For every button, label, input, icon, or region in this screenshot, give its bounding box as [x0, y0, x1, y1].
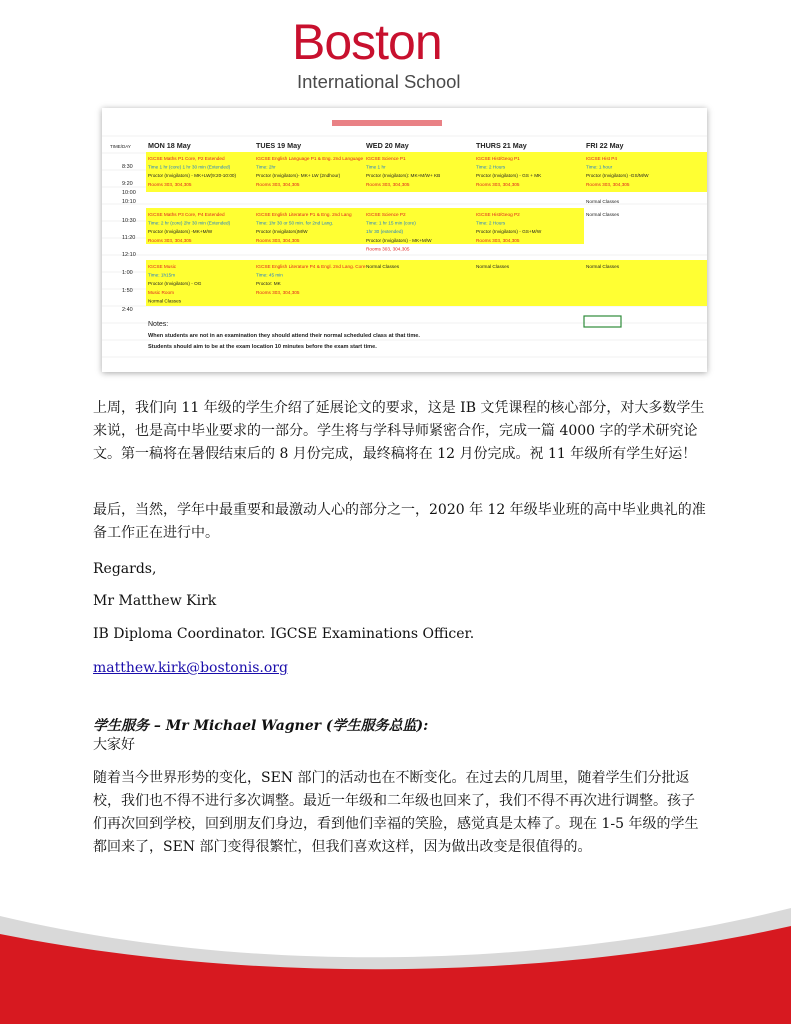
schedule-cell-line: IGCSE Hist P4 — [586, 156, 617, 161]
schedule-header-logo-fragment — [332, 120, 442, 126]
note-line: When students are not in an examination they should attend their normal scheduled class at that time. — [148, 333, 420, 339]
schedule-cell-line: Rooms 303, 304,305 — [366, 181, 410, 187]
schedule-cell-line: Rooms 303, 304,305 — [256, 237, 300, 243]
time-label: 1:00 — [122, 270, 133, 276]
paragraph-graduation: 最后，当然，学年中最重要和最激动人心的部分之一，2020 年 12 年级毕业班的高中毕业典礼的准备工作正在进行中。 — [93, 502, 706, 541]
schedule-cell-line: Proctor (Invigilators) - MK+LW(9:20-10:00) — [148, 173, 237, 179]
day-header: TUES 19 May — [256, 141, 302, 150]
schedule-cell-line: Proctor (Invigilators) - MK+M/W — [366, 237, 432, 243]
schedule-cell-line: Time: 45 min — [256, 272, 283, 278]
schedule-cell-line: Rooms 303, 304,305 — [366, 246, 410, 252]
schedule-cell-line: Normal Classes — [586, 264, 620, 269]
section-heading-student-services: 学生服务 – Mr Michael Wagner (学生服务总监): — [93, 718, 429, 734]
schedule-cell-line: Time: 1 hr 15 min (core) — [366, 220, 416, 226]
schedule-cell-line: IGCSE Maths P1 Core, P2 Extended — [148, 156, 225, 161]
schedule-cell-line: Proctor (Invigilators) -MK+M/W — [148, 229, 213, 235]
schedule-cell-line: Proctor (Invigilators) -GS/M/W — [586, 173, 649, 179]
friday-extra-label: Normal Classes — [586, 199, 620, 204]
time-label: 10:10 — [122, 199, 136, 205]
time-header: TIME/DAY — [110, 144, 131, 149]
schedule-cell-line: IGCSE Music — [148, 264, 177, 269]
schedule-cell-line: Normal Classes — [148, 298, 182, 304]
schedule-cell-line: Proctor (Invigilators)M/W — [256, 229, 308, 235]
schedule-cell-line: Music Room — [148, 289, 175, 295]
schedule-cell-line: Time 1 hr (core) 1 hr 30 min (Extended) — [148, 164, 231, 170]
schedule-cell-line: IGCSE English Literature P1 & Eng. 2nd Lang — [256, 212, 352, 217]
school-logo — [292, 14, 502, 94]
schedule-cell-line: Time: 1hr 30 or 50 min. for 2nd Lang. — [256, 220, 334, 226]
day-header: FRI 22 May — [586, 141, 624, 150]
schedule-cell-line: IGCSE Science P2 — [366, 212, 406, 217]
schedule-cell-line: Time: 2 Hours — [476, 220, 506, 226]
schedule-cell-line: Proctor (Invigilators) - OG — [148, 281, 202, 287]
day-header: THURS 21 May — [476, 141, 527, 150]
time-label: 8:30 — [122, 164, 133, 170]
schedule-cell-line: Rooms 303, 304,305 — [148, 237, 192, 243]
schedule-cell-line: Rooms 303, 304,305 — [476, 237, 520, 243]
schedule-cell-line: Rooms 303, 304,305 — [256, 181, 300, 187]
highlight-block — [146, 260, 707, 306]
schedule-cell-line: Proctor (Invigilators) - GS + MK — [476, 173, 542, 179]
time-label: 2:40 — [122, 307, 133, 313]
time-label: 10:30 — [122, 218, 136, 224]
logo-wordmark: Boston — [292, 14, 442, 70]
schedule-cell-line: IGCSE English Literature P4 & Engl. 2nd Lang. Core — [256, 264, 366, 269]
schedule-cell-line: IGCSE English Language P1 & Eng. 2nd Language — [256, 156, 364, 161]
schedule-cell-line: Time: 1h15m — [148, 272, 176, 278]
schedule-cell-line: IGCSE Maths P3 Core, P4 Extended — [148, 212, 225, 217]
schedule-cell-line: IGCSE Science P1 — [366, 156, 406, 161]
schedule-cell-line: Proctor (Invigilators)- MK+ LW (2ndhour) — [256, 173, 341, 179]
time-label: 11:20 — [122, 235, 136, 241]
email-link[interactable]: matthew.kirk@bostonis.org — [93, 660, 288, 676]
paragraph-extended-essay: 上周，我们向 11 年级的学生介绍了延展论文的要求，这是 IB 文凭课程的核心部分，对大多数学生来说，也是高中毕业要求的一部分。学生将与学科导师紧密合作，完成一篇 4000 字的学术研究论文。第一稿将在暑假结束后的 8 月份完成，最终稿将在 12 月份完成。祝 11 年级所有学生好运！ — [93, 400, 705, 462]
schedule-cell-line: Proctor (Invigilators): MK+M/W+ KB — [366, 173, 441, 179]
signature-title: IB Diploma Coordinator. IGCSE Examinations Officer. — [93, 626, 475, 642]
schedule-cell-line: Proctor: MK — [256, 281, 281, 287]
greeting: 大家好 — [93, 737, 135, 753]
regards-line: Regards, — [93, 561, 157, 577]
note-line: Students should aim to be at the exam location 10 minutes before the exam start time. — [148, 344, 377, 350]
schedule-cell-line: Normal Classes — [366, 264, 400, 269]
notes-label: Notes: — [148, 321, 169, 328]
schedule-cell-line: IGCSE Hist/Geog P2 — [476, 212, 520, 217]
footer-swoosh — [0, 870, 791, 1024]
schedule-cell-line: Time: 2 hr (core) 2hr 30 min (Extended) — [148, 220, 231, 226]
day-header: MON 18 May — [148, 141, 191, 150]
schedule-cell-line: Time: 2 Hours — [476, 164, 506, 170]
time-label: 10:00 — [122, 190, 136, 196]
time-label: 12:10 — [122, 252, 136, 258]
schedule-cell-line: Normal Classes — [476, 264, 510, 269]
paragraph-sen: 随着当今世界形势的变化，SEN 部门的活动也在不断变化。在过去的几周里，随着学生们分批返校，我们也不得不进行多次调整。最近一年级和二年级也回来了，我们不得不再次进行调整。孩子们再次回到学校，回到朋友们身边，看到他们幸福的笑脸，感觉真是太棒了。现在 1-5 年级的学生都回来了，SEN 部门变得很繁忙，但我们喜欢这样，因为做出改变是很值得的。 — [93, 770, 699, 855]
schedule-cell-line: Time: 2hr — [256, 164, 276, 170]
schedule-cell-line: Rooms 303, 304,305 — [586, 181, 630, 187]
schedule-cell-line: Rooms 303, 304,305 — [476, 181, 520, 187]
schedule-cell-line: Proctor (Invigilators) - GS+M/W — [476, 229, 542, 235]
time-label: 1:50 — [122, 288, 133, 294]
schedule-cell-line: IGCSE Hist/Geog P1 — [476, 156, 520, 161]
logo-subtitle: International School — [297, 71, 461, 92]
selected-cell-box — [584, 316, 621, 327]
schedule-cell-line: 1hr 30 (extended) — [366, 229, 404, 235]
time-label: 9:20 — [122, 181, 133, 187]
exam-schedule-table — [102, 108, 707, 372]
schedule-cell-line: Normal Classes — [586, 212, 620, 217]
schedule-cell-line: Rooms 303, 304,305 — [148, 181, 192, 187]
schedule-cell-line: Time 1 hr — [366, 164, 386, 170]
schedule-cell-line: Time: 1 hour — [586, 164, 613, 170]
exam-schedule-image — [102, 108, 707, 372]
signature-name: Mr Matthew Kirk — [93, 593, 217, 609]
day-header: WED 20 May — [366, 141, 409, 150]
schedule-cell-line: Rooms 303, 304,305 — [256, 289, 300, 295]
